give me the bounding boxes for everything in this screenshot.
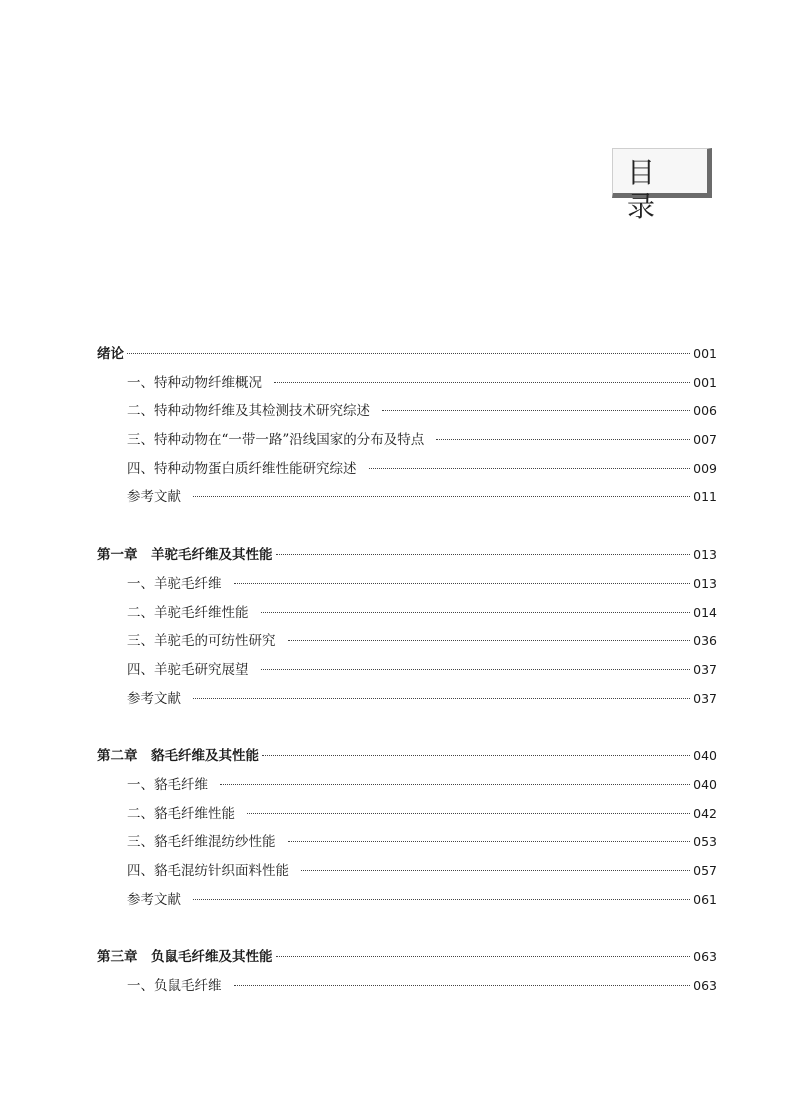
toc-section bbox=[97, 541, 717, 713]
toc-page-number: 014 bbox=[693, 604, 717, 620]
toc-entry[interactable] bbox=[97, 599, 717, 628]
toc-entry-label: 一、羊驼毛纤维 bbox=[127, 575, 222, 592]
toc-entry[interactable] bbox=[97, 656, 717, 685]
toc-entry[interactable] bbox=[97, 483, 717, 512]
dot-leader bbox=[220, 783, 690, 785]
dot-leader bbox=[288, 639, 691, 641]
toc-entry[interactable] bbox=[97, 771, 717, 800]
toc-entry-label: 第三章 负鼠毛纤维及其性能 bbox=[97, 949, 273, 966]
toc-page-number: 001 bbox=[693, 374, 717, 390]
toc-entry[interactable] bbox=[97, 570, 717, 599]
toc-entry[interactable] bbox=[97, 800, 717, 829]
toc-page-number: 053 bbox=[693, 834, 717, 850]
toc-entry[interactable] bbox=[97, 972, 717, 1001]
toc-entry-label: 第一章 羊驼毛纤维及其性能 bbox=[97, 547, 273, 564]
dot-leader bbox=[274, 381, 690, 383]
toc-page-number: 063 bbox=[693, 978, 717, 994]
toc-title: 目录 bbox=[627, 156, 672, 223]
toc-entry-label: 参考文献 bbox=[127, 489, 181, 506]
toc-page-number: 001 bbox=[693, 346, 717, 361]
toc-entry-label: 二、羊驼毛纤维性能 bbox=[127, 604, 249, 621]
dot-leader bbox=[127, 352, 690, 354]
toc-entry-label: 四、羊驼毛研究展望 bbox=[127, 661, 249, 678]
toc-page-number: 009 bbox=[693, 460, 717, 476]
toc-entry-label: 一、貉毛纤维 bbox=[127, 776, 208, 793]
toc-page-number: 061 bbox=[693, 891, 717, 907]
toc-page-number: 057 bbox=[693, 863, 717, 878]
section-gap bbox=[97, 512, 717, 541]
dot-leader bbox=[247, 812, 690, 814]
toc-entry-label: 三、特种动物在“一带一路”沿线国家的分布及特点 bbox=[127, 432, 425, 449]
dot-leader bbox=[262, 754, 690, 756]
toc-chapter-heading[interactable] bbox=[97, 943, 717, 972]
toc-entry[interactable] bbox=[97, 369, 717, 398]
toc-entry-label: 二、貉毛纤维性能 bbox=[127, 805, 235, 822]
toc-section bbox=[97, 340, 717, 512]
toc-chapter-heading[interactable] bbox=[97, 541, 717, 570]
toc-section bbox=[97, 943, 717, 1000]
toc-entry-label: 一、特种动物纤维概况 bbox=[127, 374, 262, 391]
toc-entry[interactable] bbox=[97, 397, 717, 426]
toc-entry-label: 三、貉毛纤维混纺纱性能 bbox=[127, 834, 276, 851]
toc-page-number: 007 bbox=[693, 432, 717, 448]
section-gap bbox=[97, 713, 717, 742]
toc-entry-label: 参考文献 bbox=[127, 891, 181, 908]
toc-entry-label: 四、貉毛混纺针织面料性能 bbox=[127, 863, 289, 879]
toc-page-number: 037 bbox=[693, 661, 717, 677]
toc-entry[interactable] bbox=[97, 426, 717, 455]
toc-page-number: 040 bbox=[693, 748, 717, 764]
dot-leader bbox=[276, 553, 691, 555]
toc-entry[interactable] bbox=[97, 828, 717, 857]
dot-leader bbox=[261, 611, 691, 613]
toc-entry-label: 四、特种动物蛋白质纤维性能研究综述 bbox=[127, 460, 357, 477]
toc-entry[interactable] bbox=[97, 857, 717, 886]
toc-entry-label: 一、负鼠毛纤维 bbox=[127, 978, 222, 995]
dot-leader bbox=[301, 869, 690, 871]
toc-title-box bbox=[612, 148, 712, 223]
dot-leader bbox=[193, 898, 690, 900]
toc-entry-label: 参考文献 bbox=[127, 690, 181, 707]
dot-leader bbox=[261, 668, 691, 670]
toc-entry[interactable] bbox=[97, 886, 717, 915]
toc-entry-label: 第二章 貉毛纤维及其性能 bbox=[97, 748, 259, 765]
toc-page-number: 042 bbox=[693, 805, 717, 821]
dot-leader bbox=[193, 495, 690, 497]
section-gap bbox=[97, 914, 717, 943]
dot-leader bbox=[234, 984, 691, 986]
toc-page-number: 037 bbox=[693, 690, 717, 706]
toc-entry-label: 绪论 bbox=[97, 346, 124, 362]
toc-entry-label: 二、特种动物纤维及其检测技术研究综述 bbox=[127, 403, 370, 420]
toc-entry[interactable] bbox=[97, 685, 717, 714]
toc-entry[interactable] bbox=[97, 627, 717, 656]
dot-leader bbox=[436, 438, 690, 440]
toc-entry[interactable] bbox=[97, 455, 717, 484]
toc-section bbox=[97, 742, 717, 914]
toc-chapter-heading[interactable] bbox=[97, 742, 717, 771]
toc-page-number: 040 bbox=[693, 776, 717, 792]
toc-page-number: 013 bbox=[693, 575, 717, 591]
dot-leader bbox=[369, 467, 691, 469]
toc-page-number: 036 bbox=[693, 633, 717, 649]
toc-entry-label: 三、羊驼毛的可纺性研究 bbox=[127, 633, 276, 650]
toc-chapter-heading[interactable] bbox=[97, 340, 717, 369]
toc-page-number: 006 bbox=[693, 403, 717, 419]
dot-leader bbox=[234, 582, 691, 584]
dot-leader bbox=[288, 840, 691, 842]
toc-page-number: 063 bbox=[693, 949, 717, 965]
dot-leader bbox=[382, 409, 690, 411]
toc-page-number: 011 bbox=[693, 489, 717, 505]
dot-leader bbox=[276, 955, 691, 957]
toc-page-number: 013 bbox=[693, 547, 717, 563]
table-of-contents bbox=[97, 340, 717, 1001]
dot-leader bbox=[193, 697, 690, 699]
